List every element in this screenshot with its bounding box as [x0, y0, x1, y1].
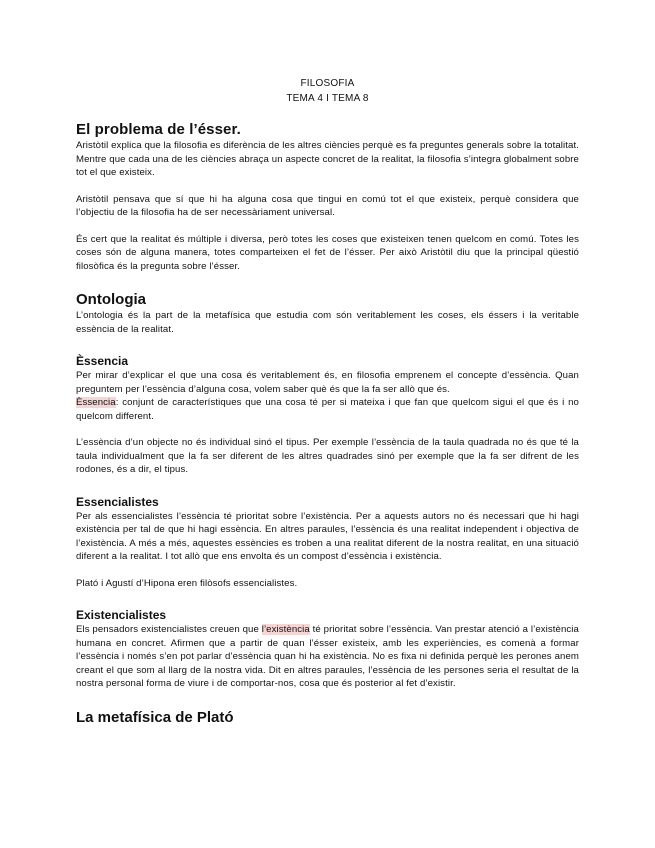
existencialistes-text-before: Els pensadors existencialistes creuen que — [76, 624, 262, 635]
paragraph-ontologia-1: L’ontologia és la part de la metafísica que estudia com són veritablement les coses, els éssers i la veritable essència de la realitat. — [76, 310, 579, 335]
paragraph-existencialistes-1 — [76, 623, 579, 691]
header-topics: TEMA 4 I TEMA 8 — [286, 93, 369, 104]
heading-problema: El problema de l’ésser. — [76, 121, 241, 138]
paragraph-essencia-2: L’essència d’un objecte no és individual sinó el tipus. Per exemple l’essència de la taula quadrada no és que té la taula individualment que la fa ser diferent de les altres quadrades sinó per exemple que la fa ser difrent de les rodones, és a dir, el tipus. — [76, 437, 579, 475]
header-subject: FILOSOFIA — [300, 78, 355, 89]
paragraph-essencia-1: Per mirar d’explicar el que una cosa és veritablement és, en filosofia emprenem el concepte d’essència. Quan preguntem per l’essència d’alguna cosa, volem saber què és que la fa ser allò que és. — [76, 370, 579, 395]
paragraph-essencia-definition — [76, 396, 579, 423]
paragraph-essencialistes-2: Plató i Agustí d’Hipona eren filòsofs essencialistes. — [76, 577, 298, 589]
highlighted-term-essencia: Èssencia — [76, 397, 116, 408]
paragraph-problema-2: Aristòtil pensava que sí que hi ha alguna cosa que tingui en comú tot el que existeix, perquè considera que l’objectiu de la filosofia ha de ser necessàriament universal. — [76, 193, 579, 218]
paragraph-problema-1: Aristòtil explica que la filosofia es diferència de les altres ciències perquè es fa preguntes generals sobre la totalitat. Mentre que cada una de les ciències abraça un aspecte concret de la realitat, la filosofia s’integra globalment sobre tot el que existeix. — [76, 140, 579, 178]
existencialistes-text-after: té prioritat sobre l’essència. Van prestar atenció a l’existència humana en concret. Afirmen que a partir de quan l’ésser existeix, amb les experiències, es comenà a formar l’essència i només s’en pot parlar d’essència quan hi ha existència. No es fixa ni definida perquè les perones anem creant el que som al llarg de la nostra vida. Dit en altres paraules, l’essència de les persones seria el resultat de la nostra personal forma de viure i de comportar-nos, cosa que és posterior al fet d’existir. — [76, 624, 579, 689]
heading-essencia: Èssencia — [76, 354, 129, 368]
document-body — [76, 120, 579, 727]
highlighted-term-existencia: l’existència — [261, 624, 310, 635]
paragraph-essencialistes-1: Per als essencialistes l’essència té prioritat sobre l’existència. Per a aquests autors no és necessari que hi hagi existència per tal de que hi hagi essència. En altres paraules, l’essència és una realitat independent i objectiva de l’existència. A més a més, aquestes essències es troben a una realitat diferent de la nostra realitat, en una situació diferent a la realitat. I tot allò que ens envolta és un compost d’essència i existència. — [76, 510, 579, 562]
heading-metafisica-plato: La metafísica de Plató — [76, 708, 234, 726]
heading-essencialistes: Essencialistes — [76, 494, 159, 509]
paragraph-problema-3: És cert que la realitat és múltiple i diversa, però totes les coses que existeixen tenen quelcom en comú. Totes les coses són de alguna manera, totes comparteixen el fet de l’ésser. Per això Aristòtil diu que la principal qüestió filosòfica és la pregunta sobre l’ésser. — [76, 233, 579, 272]
document-header — [0, 76, 655, 106]
heading-existencialistes: Existencialistes — [76, 608, 167, 622]
definition-text: : conjunt de característiques que una cosa té per si mateixa i que fan que quelcom sigui el que és i no quelcom different. — [76, 397, 579, 422]
heading-ontologia: Ontologia — [76, 291, 146, 308]
